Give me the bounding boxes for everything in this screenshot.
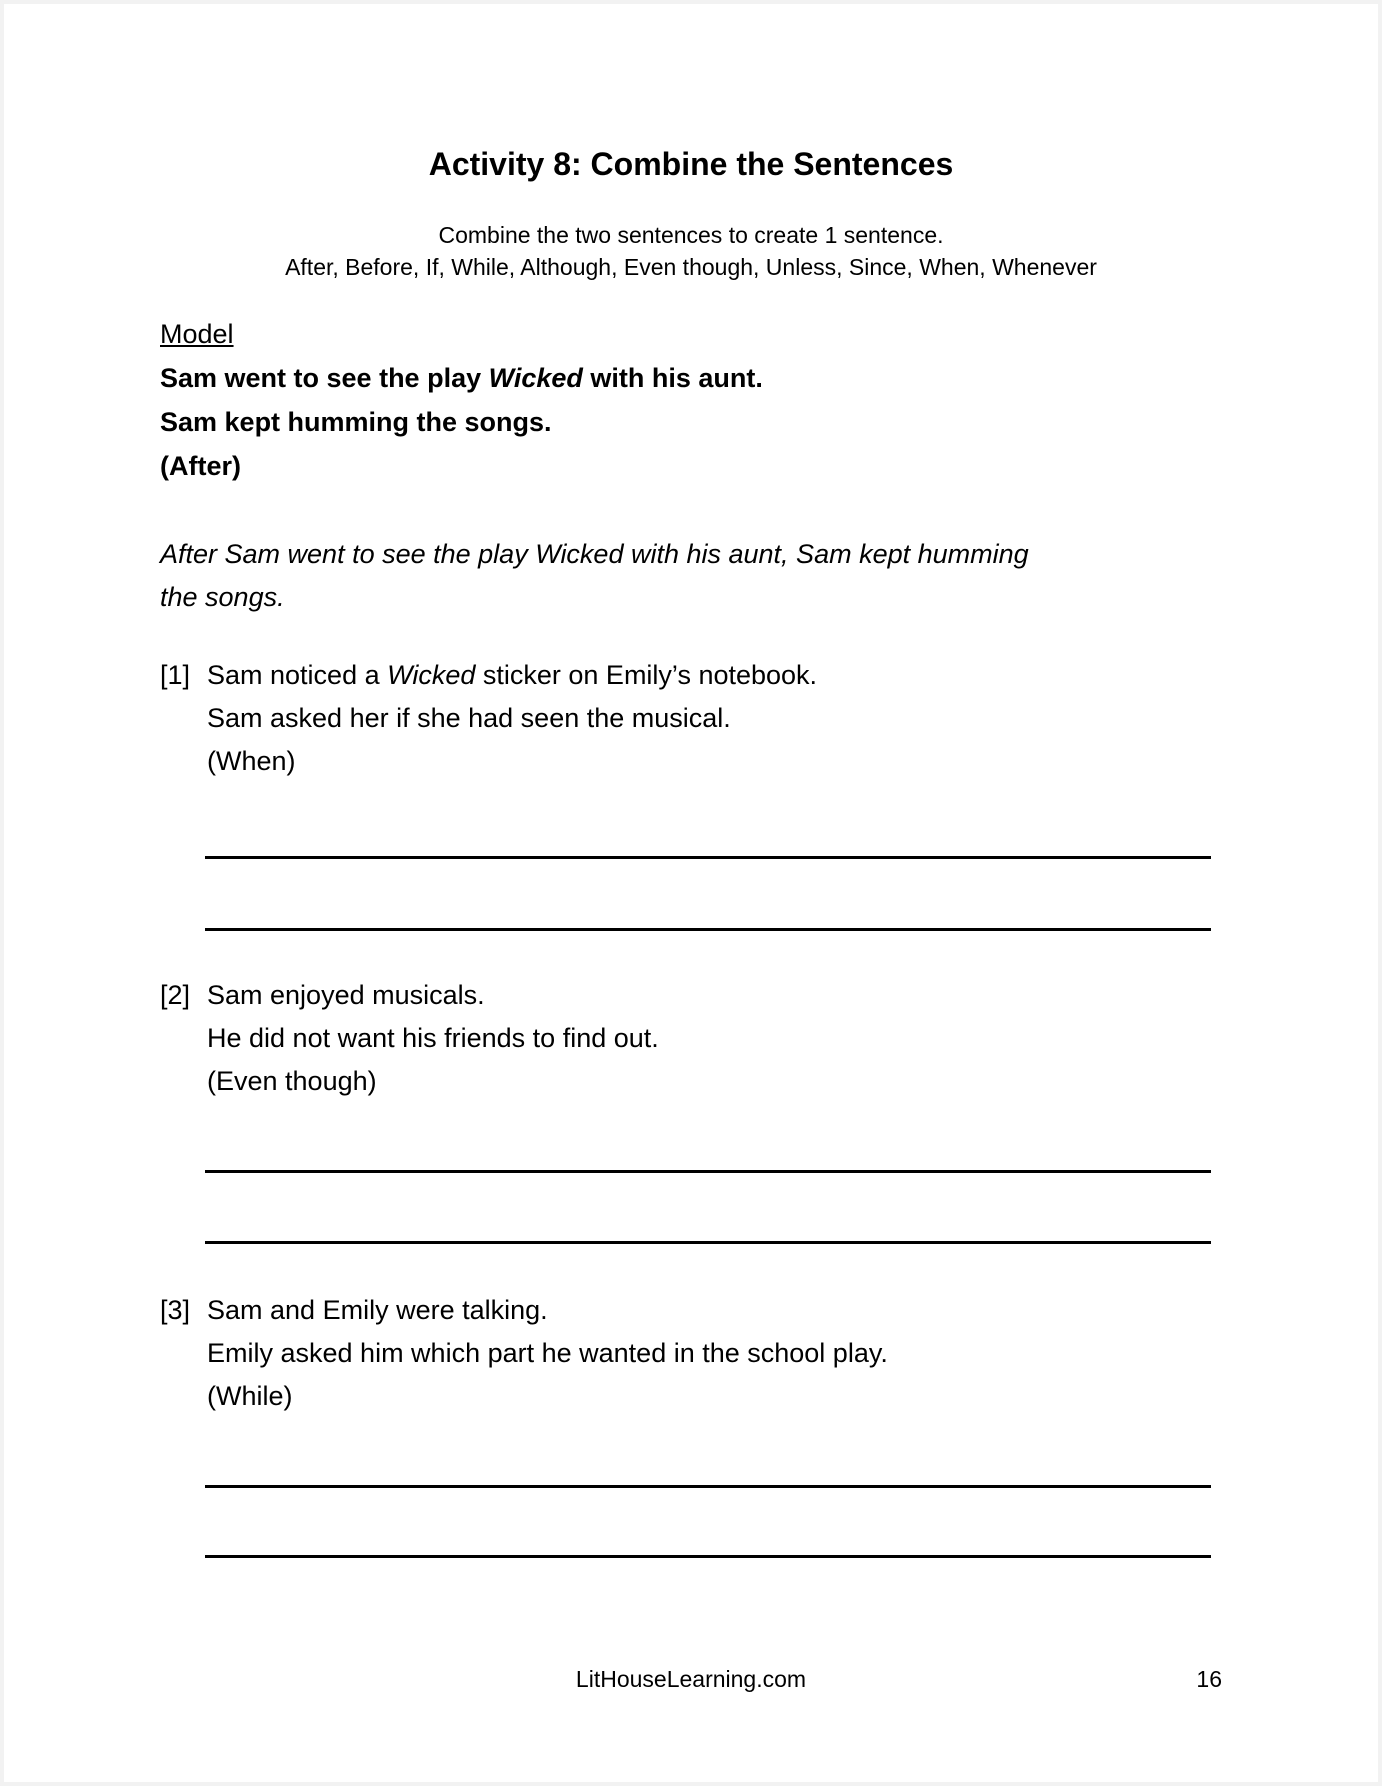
activity-title: Activity 8: Combine the Sentences	[428, 146, 954, 182]
footer-site-text: LitHouseLearning.com	[575, 1666, 807, 1692]
answer-blank-line	[205, 928, 1211, 931]
item-number: [2]	[160, 980, 191, 1010]
item-number: [3]	[160, 1295, 191, 1325]
model-sentence-1-post: with his aunt.	[582, 363, 763, 393]
instructions-line-2: After, Before, If, While, Although, Even though, Unless, Since, When, Whenever	[285, 254, 1097, 280]
instructions-line-1: Combine the two sentences to create 1 sentence.	[438, 222, 944, 248]
model-answer	[160, 533, 1029, 619]
item-sentence-1	[207, 654, 817, 697]
item-connector: (Even though)	[207, 1066, 377, 1096]
model-answer-line-1: After Sam went to see the play Wicked with his aunt, Sam kept humming	[160, 539, 1029, 569]
answer-blank-line	[205, 1485, 1211, 1488]
exercise-item-3	[160, 1289, 888, 1418]
answer-blank-line	[205, 1555, 1211, 1558]
item-sentence-2: Sam asked her if she had seen the musical.	[207, 703, 731, 733]
exercise-item-1	[160, 654, 817, 783]
item-connector: (While)	[207, 1381, 293, 1411]
model-answer-line-2: the songs.	[160, 582, 285, 612]
answer-blank-line	[205, 1241, 1211, 1244]
exercise-item-2	[160, 974, 659, 1103]
page-number: 16	[1196, 1666, 1222, 1692]
answer-blank-line	[205, 1170, 1211, 1173]
item-sentence-1-pre: Sam noticed a	[207, 660, 388, 690]
item-sentence-1: Sam enjoyed musicals.	[207, 980, 485, 1010]
model-label: Model	[160, 319, 234, 349]
model-sentence-1	[160, 356, 763, 400]
item-sentence-1-title-word: Wicked	[387, 660, 476, 690]
item-connector: (When)	[207, 746, 296, 776]
item-number: [1]	[160, 660, 191, 690]
model-sentence-1-pre: Sam went to see the play	[160, 363, 489, 393]
item-sentence-2: He did not want his friends to find out.	[207, 1023, 659, 1053]
answer-blank-line	[205, 856, 1211, 859]
item-sentence-1-post: sticker on Emily’s notebook.	[475, 660, 818, 690]
model-section	[160, 312, 763, 488]
model-sentence-2: Sam kept humming the songs.	[160, 407, 552, 437]
model-sentence-1-title-word: Wicked	[488, 363, 583, 393]
model-connector: (After)	[160, 451, 241, 481]
item-sentence-1: Sam and Emily were talking.	[207, 1295, 548, 1325]
item-sentence-2: Emily asked him which part he wanted in the school play.	[207, 1338, 888, 1368]
